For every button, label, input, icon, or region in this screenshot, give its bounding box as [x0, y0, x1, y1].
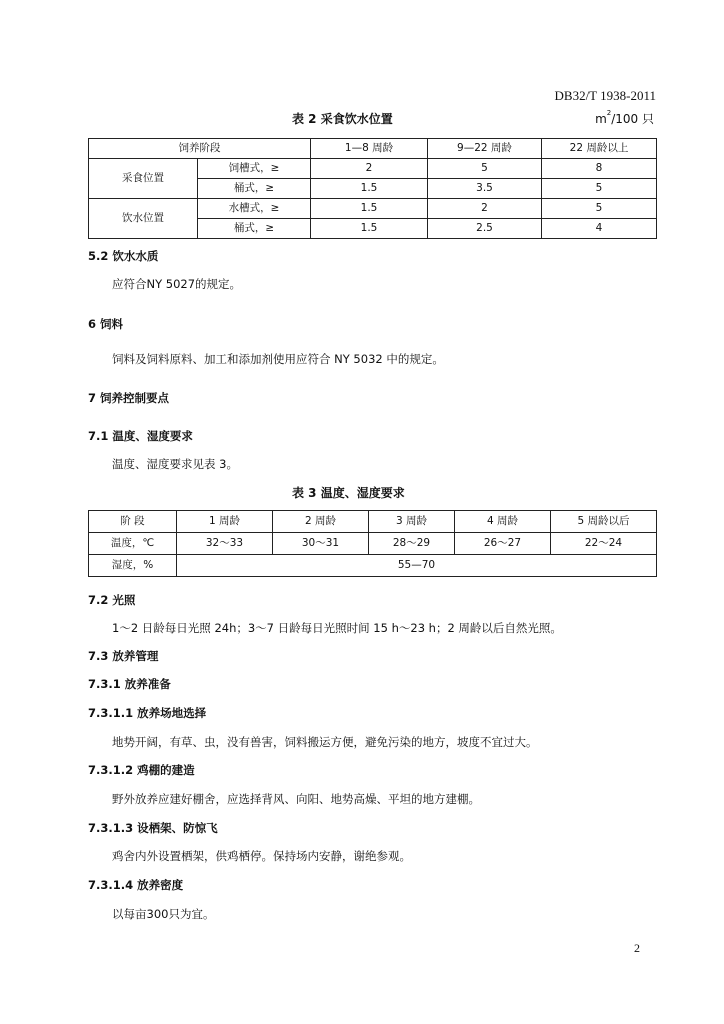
table-cell: 26～27 [455, 533, 551, 555]
table-cell: 湿度，% [89, 555, 177, 577]
table-cell: 5 [428, 159, 542, 179]
section-6-body: 饲料及饲料原料、加工和添加剂使用应符合 NY 5032 中的规定。 [112, 352, 444, 366]
table2-unit: $m^2/100$ 只 [595, 109, 654, 126]
table-header-cell: 1 周龄 [177, 511, 273, 533]
table-cell: 28～29 [369, 533, 455, 555]
table-cell: 1.5 [311, 179, 428, 199]
section-5-2-heading: 5.2 饮水水质 [88, 249, 159, 263]
table-cell: 5 [542, 179, 657, 199]
section-7-2-body: 1～2 日龄每日光照 24h；3～7 日龄每日光照时间 15 h～23 h；2 周龄以后自然光照。 [112, 621, 562, 635]
table-header-cell: 9—22 周龄 [428, 139, 542, 159]
section-7-3-1-3-heading: 7.3.1.3 设栖架、防惊飞 [88, 821, 218, 835]
table-cell: 8 [542, 159, 657, 179]
table3-caption: 表 3 温度、湿度要求 [292, 486, 405, 500]
section-7-3-1-4-heading: 7.3.1.4 放养密度 [88, 878, 184, 892]
table-row [89, 533, 657, 555]
section-7-heading: 7 饲养控制要点 [88, 391, 170, 405]
table-cell: 桶式，≥ [198, 219, 311, 239]
table-header-cell: 2 周龄 [273, 511, 369, 533]
section-7-2-heading: 7.2 光照 [88, 593, 136, 607]
table-row [89, 139, 657, 159]
table-header-cell: 3 周龄 [369, 511, 455, 533]
table-cell: 1.5 [311, 199, 428, 219]
table-cell: 温度，℃ [89, 533, 177, 555]
table-row [89, 159, 657, 179]
section-7-1-heading: 7.1 温度、湿度要求 [88, 429, 193, 443]
table-cell: 水槽式，≥ [198, 199, 311, 219]
section-7-3-1-1-heading: 7.3.1.1 放养场地选择 [88, 706, 207, 720]
page-number: 2 [634, 941, 640, 955]
table-cell: 55—70 [177, 555, 657, 577]
table-cell: 2.5 [428, 219, 542, 239]
section-7-3-1-heading: 7.3.1 放养准备 [88, 677, 171, 691]
table-header-cell: 阶 段 [89, 511, 177, 533]
table2-caption: 表 2 采食饮水位置 [292, 112, 393, 126]
table-row [89, 555, 657, 577]
section-7-1-body: 温度、湿度要求见表 3。 [112, 457, 238, 471]
table-header-cell: 4 周龄 [455, 511, 551, 533]
table-cell: 22～24 [551, 533, 657, 555]
group-cell: 饮水位置 [89, 199, 198, 239]
table-cell: 30～31 [273, 533, 369, 555]
table2 [88, 138, 657, 239]
group-cell: 采食位置 [89, 159, 198, 199]
section-7-3-1-2-body: 野外放养应建好棚舍，应选择背风、向阳、地势高燥、平坦的地方建棚。 [112, 792, 480, 806]
table-header-cell: 5 周龄以后 [551, 511, 657, 533]
table-cell: 5 [542, 199, 657, 219]
table-row [89, 199, 657, 219]
section-6-heading: 6 饲料 [88, 317, 124, 331]
section-7-3-1-4-body: 以每亩300只为宜。 [112, 907, 215, 921]
table-cell: 1.5 [311, 219, 428, 239]
table-cell: 2 [428, 199, 542, 219]
section-7-3-1-1-body: 地势开阔，有草、虫，没有兽害，饲料搬运方便，避免污染的地方，坡度不宜过大。 [112, 735, 538, 749]
table-header-cell: 1—8 周龄 [311, 139, 428, 159]
table-cell: 桶式，≥ [198, 179, 311, 199]
table-cell: 饲槽式，≥ [198, 159, 311, 179]
table-header-cell: 22 周龄以上 [542, 139, 657, 159]
section-5-2-body: 应符合NY 5027的规定。 [112, 277, 242, 291]
table-row [89, 511, 657, 533]
table-cell: 32～33 [177, 533, 273, 555]
table-header-cell: 饲养阶段 [89, 139, 311, 159]
table-cell: 2 [311, 159, 428, 179]
table-cell: 4 [542, 219, 657, 239]
standard-number: DB32/T 1938-2011 [554, 88, 656, 103]
table3 [88, 510, 657, 577]
table-cell: 3.5 [428, 179, 542, 199]
section-7-3-1-3-body: 鸡舍内外设置栖架，供鸡栖停。保持场内安静，谢绝参观。 [112, 849, 411, 863]
section-7-3-heading: 7.3 放养管理 [88, 649, 159, 663]
section-7-3-1-2-heading: 7.3.1.2 鸡棚的建造 [88, 763, 195, 777]
